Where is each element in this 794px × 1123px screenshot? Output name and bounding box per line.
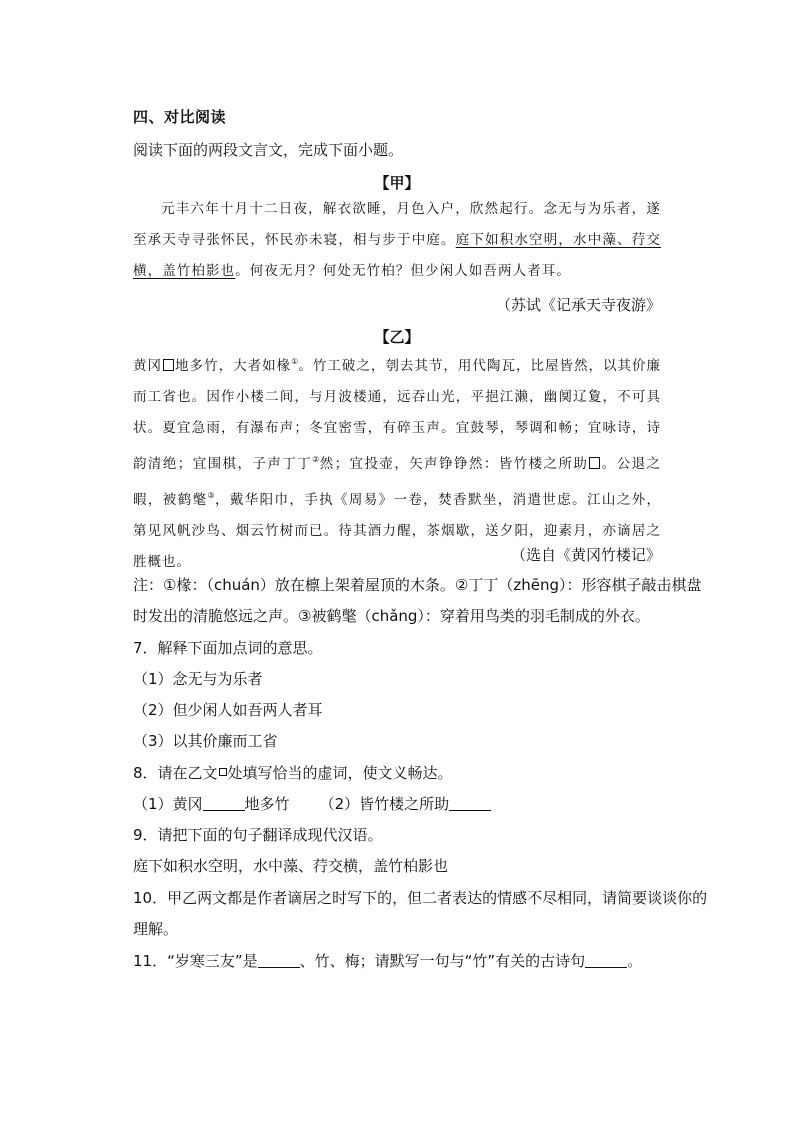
- question-8: [133, 758, 661, 789]
- question-8-1-b: 地多竹: [244, 795, 290, 813]
- question-7-2: （2）但少闲人如吾两人者耳: [133, 701, 323, 719]
- question-10-line-2: 理解。: [133, 920, 179, 938]
- question-9-sentence: 庭下如积水空明，水中藻、荇交横，盖竹柏影也: [133, 857, 449, 875]
- passage-jia-heading: 【甲】: [374, 174, 420, 192]
- blank-box-2: [589, 457, 600, 469]
- note-mark-3: ③: [207, 491, 215, 500]
- question-8-text-b: 处填写恰当的虚词，使文义畅达。: [227, 764, 453, 782]
- passage-yi-seg6: ，戴华阳巾，手执《周易》一卷，焚香默坐，消遣世虑。江山之外，第见风帆沙鸟、烟云竹树而已。待其酒力醒，茶烟歇，送夕阳，迎素月，亦谪居之胜概也。: [133, 492, 662, 570]
- passage-yi-seg3: 。竹工破之，刳去其节，用代陶瓦，比屋皆然，以其价廉而工省也。因作小楼二间，与月波楼通，远吞山光，平挹江濑，幽阒辽夐，不可具状。夏宜急雨，有瀑布声；冬宜密雪，有碎玉声。宜鼓琴，琴调和畅；宜咏诗，诗韵清绝；宜围棋，子声丁丁: [133, 358, 662, 472]
- section-intro: 阅读下面的两段文言文，完成下面小题。: [133, 141, 404, 159]
- passage-yi-heading: 【乙】: [374, 328, 420, 346]
- passage-jia-source: （苏试《记承天寺夜游》: [495, 296, 661, 314]
- answer-blank-8-1[interactable]: [203, 796, 245, 811]
- notes-line-2: 时发出的清脆悠远之声。③被鹤氅（chǎng）：穿着用鸟类的羽毛制成的外衣。: [133, 607, 650, 625]
- question-8-text-a: 8．请在乙文: [133, 764, 218, 782]
- passage-yi-seg2: 地多竹，大者如椽: [175, 358, 292, 374]
- blank-box-symbol: [219, 768, 227, 776]
- passage-yi-seg4: 然；宜投壶，矢声铮铮然：皆竹楼之所助: [319, 456, 589, 472]
- passage-jia-text-start: 元丰六年十月十二日夜，解衣欲睡，月色入户，欣然起行。念无与为乐者，遂至承天寺寻张怀民，怀民亦未寝，相与步于中庭。: [133, 201, 661, 248]
- note-mark-1: ①: [291, 357, 299, 366]
- passage-yi-seg1: 黄冈: [133, 358, 163, 374]
- answer-blank-11-1[interactable]: [258, 953, 300, 968]
- blank-box-1: [163, 359, 174, 371]
- question-8-1-a: （1）黄冈: [133, 795, 203, 813]
- passage-jia-underlined-sentence: 庭下如积水空明，水中藻、荇交横，盖竹柏影也: [133, 232, 661, 279]
- passage-yi-source: （选自《黄冈竹楼记》: [510, 546, 661, 564]
- question-11-text-c: 。: [627, 952, 643, 970]
- question-11: [133, 946, 661, 977]
- passage-jia: [133, 194, 661, 287]
- note-mark-2: ②: [312, 455, 320, 464]
- answer-blank-11-2[interactable]: [585, 953, 627, 968]
- question-11-text-a: 11．“岁寒三友”是: [133, 952, 258, 970]
- question-7-3: （3）以其价廉而工省: [133, 732, 278, 750]
- question-9: 9．请把下面的句子翻译成现代汉语。: [133, 826, 383, 844]
- question-7-1: （1）念无与为乐者: [133, 670, 263, 688]
- passage-yi-seg5: 。公退之暇，被鹤氅: [133, 456, 662, 508]
- question-8-items: [133, 789, 661, 820]
- section-title: 四、对比阅读: [133, 108, 227, 126]
- question-10-line-1: 10．甲乙两文都是作者谪居之时写下的，但二者表达的情感不尽相同，请简要谈谈你的: [133, 889, 708, 907]
- question-11-text-b: 、竹、梅；请默写一句与“竹”有关的古诗句: [299, 952, 586, 970]
- answer-blank-8-2[interactable]: [449, 796, 491, 811]
- question-7: 7．解释下面加点词的意思。: [133, 639, 323, 657]
- passage-jia-text-end: 。何夜无月？何处无竹柏？但少闲人如吾两人者耳。: [235, 263, 572, 279]
- notes-line-1: 注：①椽：（chuán）放在檩上架着屋顶的木条。②丁丁（zhēng）：形容棋子敲击棋盘: [133, 576, 702, 594]
- question-8-2: （2）皆竹楼之所助: [319, 795, 450, 813]
